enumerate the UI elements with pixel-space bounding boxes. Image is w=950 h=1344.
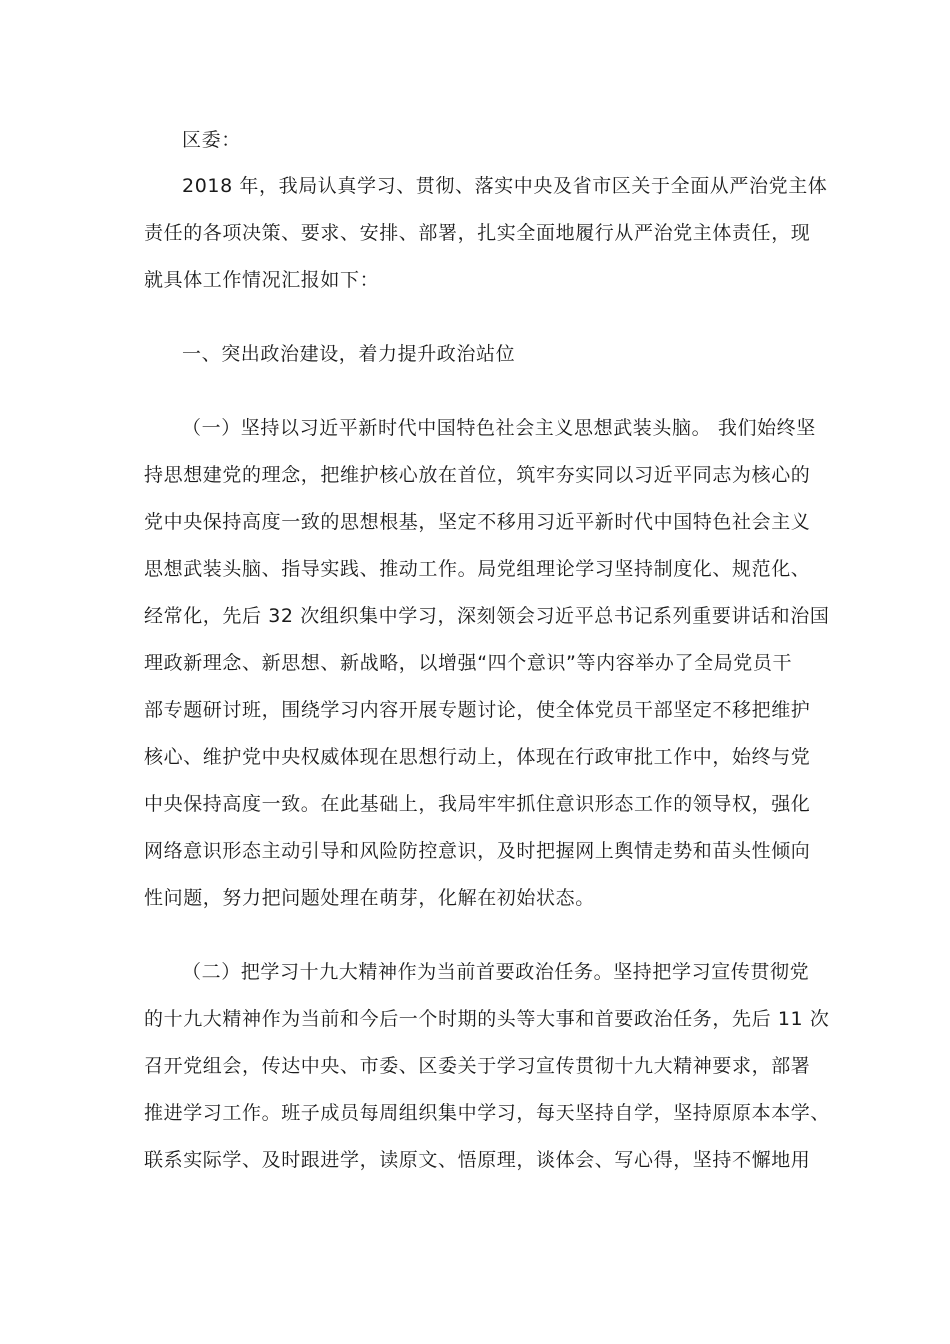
paragraph-line: 的十九大精神作为当前和今后一个时期的头等大事和首要政治任务，先后 11 次 xyxy=(144,1008,830,1030)
paragraph-line: 推进学习工作。班子成员每周组织集中学习，每天坚持自学，坚持原原本本学、 xyxy=(144,1102,831,1124)
paragraph-line: 2018 年，我局认真学习、贯彻、落实中央及省市区关于全面从严治党主体 xyxy=(182,175,828,197)
paragraph-line: 就具体工作情况汇报如下： xyxy=(144,269,380,291)
paragraph-line: 中央保持高度一致。在此基础上，我局牢牢抓住意识形态工作的领导权，强化 xyxy=(144,793,811,815)
paragraph-line: （一）坚持以习近平新时代中国特色社会主义思想武装头脑。 我们始终坚 xyxy=(182,417,816,439)
salutation: 区委： xyxy=(182,129,241,151)
intro-paragraph xyxy=(144,170,828,296)
subsection-2-paragraph xyxy=(144,956,831,1176)
section-heading: 一、突出政治建设，着力提升政治站位 xyxy=(182,343,516,365)
paragraph-line: 理政新理念、新思想、新战略，以增强“四个意识”等内容举办了全局党员干 xyxy=(144,652,793,674)
paragraph-line: 党中央保持高度一致的思想根基，坚定不移用习近平新时代中国特色社会主义 xyxy=(144,511,811,533)
subsection-1-paragraph xyxy=(144,412,830,914)
paragraph-line: 部专题研讨班，围绕学习内容开展专题讨论，使全体党员干部坚定不移把维护 xyxy=(144,699,811,721)
paragraph-line: （二）把学习十九大精神作为当前首要政治任务。坚持把学习宣传贯彻党 xyxy=(182,961,810,983)
paragraph-line: 责任的各项决策、要求、安排、部署，扎实全面地履行从严治党主体责任，现 xyxy=(144,222,811,244)
paragraph-line: 网络意识形态主动引导和风险防控意识，及时把握网上舆情走势和苗头性倾向 xyxy=(144,840,811,862)
paragraph-line: 召开党组会，传达中央、市委、区委关于学习宣传贯彻十九大精神要求，部署 xyxy=(144,1055,811,1077)
paragraph-line: 思想武装头脑、指导实践、推动工作。局党组理论学习坚持制度化、规范化、 xyxy=(144,558,811,580)
paragraph-line: 联系实际学、及时跟进学，读原文、悟原理，谈体会、写心得，坚持不懈地用 xyxy=(144,1149,811,1171)
paragraph-line: 持思想建党的理念，把维护核心放在首位，筑牢夯实同以习近平同志为核心的 xyxy=(144,464,811,486)
paragraph-line: 核心、维护党中央权威体现在思想行动上，体现在行政审批工作中，始终与党 xyxy=(144,746,811,768)
document-page xyxy=(144,118,831,1176)
paragraph-line: 性问题，努力把问题处理在萌芽，化解在初始状态。 xyxy=(144,887,595,909)
paragraph-line: 经常化，先后 32 次组织集中学习，深刻领会习近平总书记系列重要讲话和治国 xyxy=(144,605,830,627)
